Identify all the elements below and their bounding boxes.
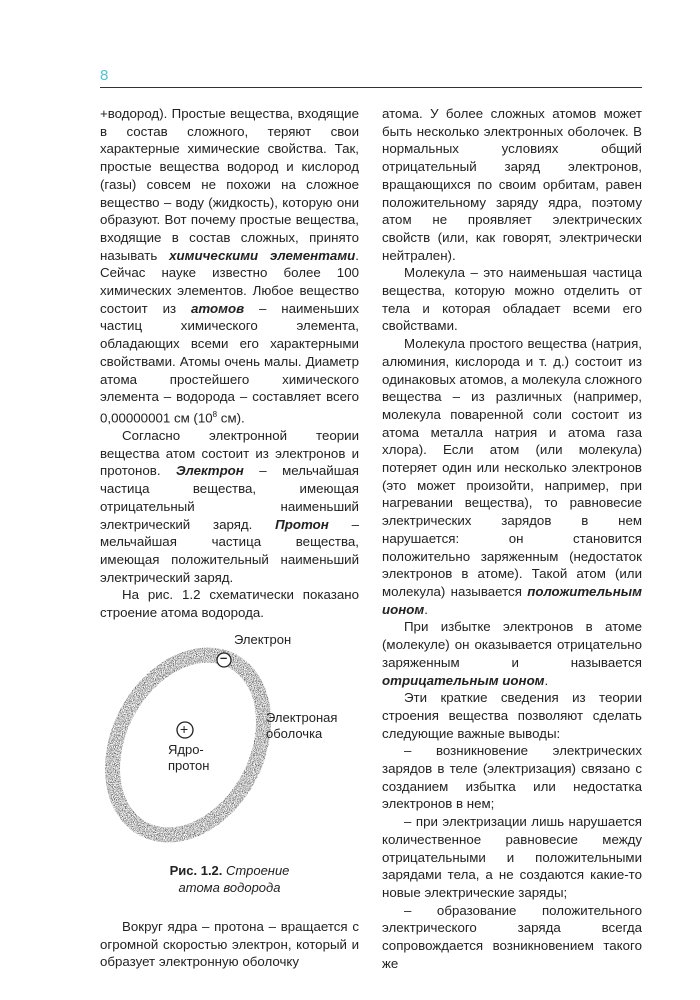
label-shell-line1: Электроная <box>266 709 338 725</box>
paragraph: На рис. 1.2 схематически показано строение атома водорода. <box>100 587 359 621</box>
term-electron: Электрон <box>175 463 244 479</box>
label-core-line1: Ядро- <box>168 741 204 757</box>
list-item: – образование положительного электрического заряда всегда сопровождается возникновением такого же <box>382 902 642 971</box>
paragraph: При избытке электронов в атоме (молекуле) он оказывается отрицательно заряженным и называется отрицательным ионом. <box>382 619 642 688</box>
paragraph: Молекула – это наименьшая частица вещества, которую можно отделить от тела и которая обладает всеми его свойствами. <box>382 265 642 334</box>
label-shell-line2: оболочка <box>266 725 323 741</box>
paragraph: Молекула простого вещества (натрия, алюминия, кислорода и т. д.) состоит из одинаковых атомов, а молекула сложного вещества – из различных (например, молекула поваренной соли состоит из атома металла натрия и атома газа хлора). Если атом (или молекула) потеряет один или несколько электронов (это может произойти, например, при нагревании вещества), то равновесие электрических зарядов в нем нарушается: он становится положительно заряженным (недостаток электронов в атоме). Такой атом (или молекула) называется положительным ионом. <box>382 336 642 617</box>
proton-plus-sign: + <box>180 720 189 737</box>
figure-caption: Рис. 1.2. Строение атома водорода <box>169 862 290 895</box>
paragraph: +водород). Простые вещества, входящие в состав сложного, теряют свои характерные химические свойства. Так, простые вещества водород и кислород (газы) совсем не похожи на сложное вещество – воду (жидкость), которую они образуют. Вот почему простые вещества, входящие в состав сложных, принято называть химическими элементами. Сейчас науке известно более 100 химических элементов. Любое вещество состоит из атомов – наименьших частиц химического элемента, обладающих всеми его характерными свойствами. Атомы очень малы. Диаметр атома простейшего химического элемента – водорода – составляет всего 0,00000001 см ($10^8$ см). <box>100 106 359 426</box>
term-atoms: атомов <box>190 300 245 316</box>
list-item: – возникновение электрических зарядов в теле (электризация) связано с созданием избытка или недостатка электронов в нем; <box>382 743 642 812</box>
term-positive-ion: положительным ионом <box>382 583 642 617</box>
atom-diagram <box>100 630 359 860</box>
paragraph: атома. У более сложных атомов может быть несколько электронных оболочек. В нормальных условиях общий отрицательный заряд электронов, вращающихся по своим орбитам, равен положительному заряду ядра, поэтому атом не проявляет электрических свойств (или, как говорят, электрически нейтрален). <box>382 106 642 263</box>
label-electron: Электрон <box>234 631 292 647</box>
atom-figure <box>100 630 359 860</box>
header-rule <box>100 87 642 88</box>
label-core-line2: протон <box>168 757 210 773</box>
term-chemical-elements: химическими элементами <box>169 247 356 263</box>
paragraph: Согласно электронной теории вещества атом состоит из электронов и протонов. Электрон – мельчайшая частица вещества, имеющая отрицательный наименьший электрический заряд. Протон – мельчайшая частица вещества, имеющая положительный наименьший электрический заряд. <box>100 428 359 585</box>
term-negative-ion: отрицательным ионом <box>382 672 545 688</box>
left-column <box>100 105 359 971</box>
list-item: – при электризации лишь нарушается количественное равновесие между отрицательными и положительными зарядами тела, а не создаются какие-то новые электрические заряды; <box>382 814 642 900</box>
term-proton: Протон <box>275 516 329 532</box>
paragraph: Эти краткие сведения из теории строения вещества позволяют сделать следующие важные выводы: <box>382 690 642 741</box>
paragraph: Вокруг ядра – протона – вращается с огромной скоростью электрон, который и образует электронную оболочку <box>100 918 359 970</box>
page-number: 8 <box>100 67 109 84</box>
right-column <box>382 105 642 972</box>
electron-minus-sign: – <box>220 649 228 665</box>
